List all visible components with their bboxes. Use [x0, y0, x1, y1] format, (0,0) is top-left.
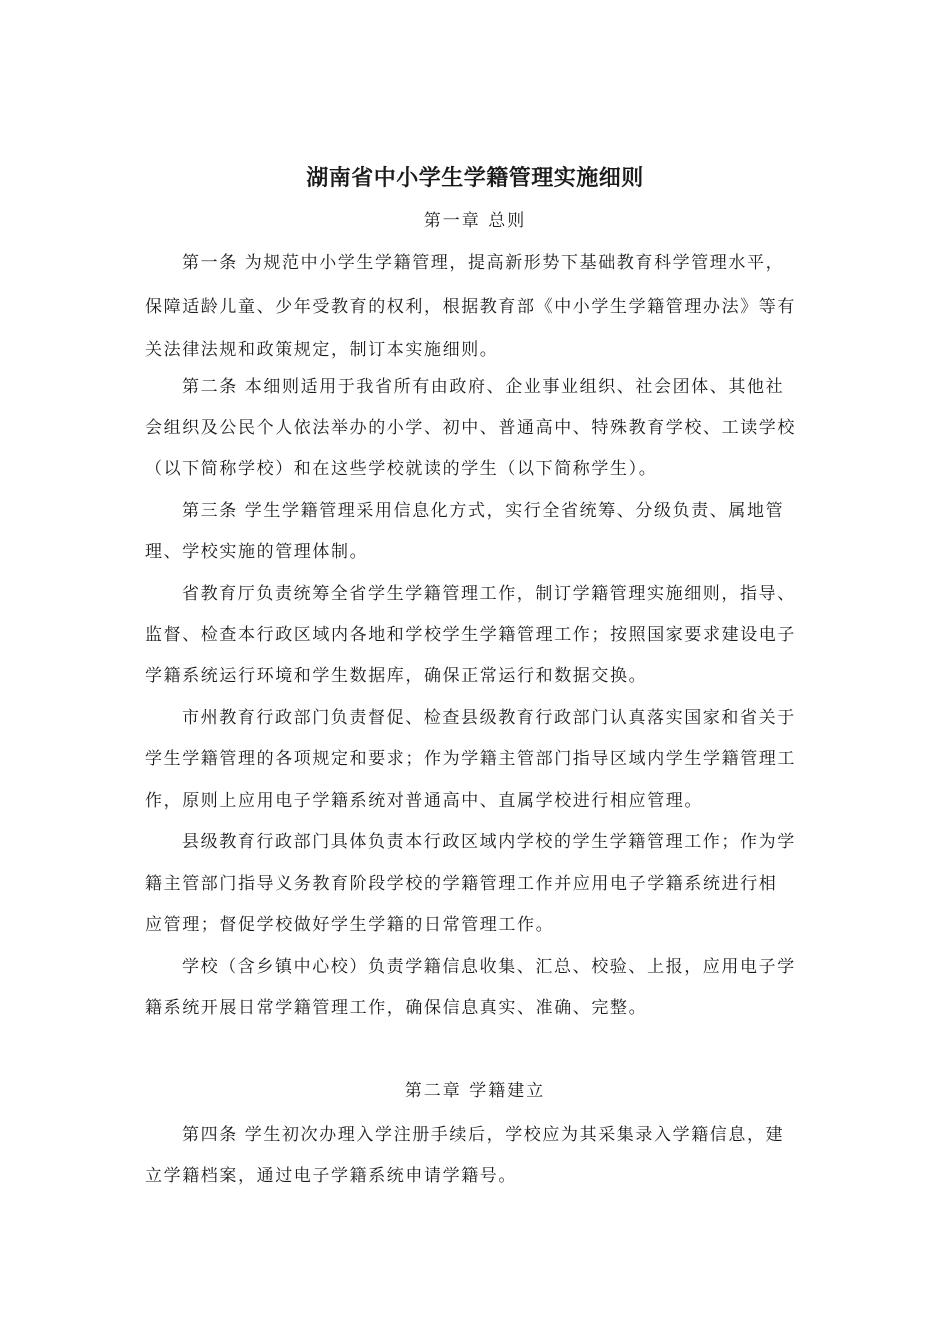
text-line: 第三条 学生学籍管理采用信息化方式，实行全省统筹、分级负责、属地管 — [182, 501, 785, 521]
text-line: 第一条 为规范中小学生学籍管理，提高新形势下基础教育科学管理水平， — [182, 253, 785, 273]
text-line: 监督、检查本行政区域内各地和学校学生学籍管理工作；按照国家要求建设电子 — [145, 625, 796, 645]
text-line: 籍主管部门指导义务教育阶段学校的学籍管理工作并应用电子学籍系统进行相 — [145, 874, 778, 894]
text-line: （以下简称学校）和在这些学校就读的学生（以下简称学生）。 — [145, 459, 658, 479]
chapter-heading-1: 第一章 总则 — [423, 211, 527, 231]
text-line: 学籍系统运行环境和学生数据库，确保正常运行和数据交换。 — [145, 666, 648, 686]
text-line: 立学籍档案，通过电子学籍系统申请学籍号。 — [145, 1166, 517, 1186]
text-line: 学生学籍管理的各项规定和要求；作为学籍主管部门指导区域内学生学籍管理工 — [145, 749, 796, 769]
text-line: 作，原则上应用电子学籍系统对普通高中、直属学校进行相应管理。 — [145, 791, 703, 811]
document-title: 湖南省中小学生学籍管理实施细则 — [306, 166, 644, 191]
text-line: 学校（含乡镇中心校）负责学籍信息收集、汇总、校验、上报，应用电子学 — [182, 957, 796, 977]
text-line: 第四条 学生初次办理入学注册手续后，学校应为其采集录入学籍信息，建 — [182, 1125, 785, 1145]
text-line: 省教育厅负责统筹全省学生学籍管理工作，制订学籍管理实施细则，指导、 — [182, 584, 796, 604]
chapter-heading-2: 第二章 学籍建立 — [404, 1081, 546, 1101]
text-line: 会组织及公民个人依法举办的小学、初中、普通高中、特殊教育学校、工读学校 — [145, 418, 796, 438]
text-line: 理、学校实施的管理体制。 — [145, 542, 369, 562]
text-line: 关法律法规和政策规定，制订本实施细则。 — [145, 340, 499, 360]
text-line: 市州教育行政部门负责督促、检查县级教育行政部门认真落实国家和省关于 — [182, 708, 796, 728]
text-line: 第二条 本细则适用于我省所有由政府、企业事业组织、社会团体、其他社 — [182, 377, 785, 397]
text-line: 籍系统开展日常学籍管理工作，确保信息真实、准确、完整。 — [145, 998, 648, 1018]
text-line: 保障适龄儿童、少年受教育的权利，根据教育部《中小学生学籍管理办法》等有 — [145, 297, 796, 317]
text-line: 县级教育行政部门具体负责本行政区域内学校的学生学籍管理工作；作为学 — [182, 832, 796, 852]
text-line: 应管理；督促学校做好学生学籍的日常管理工作。 — [145, 915, 555, 935]
